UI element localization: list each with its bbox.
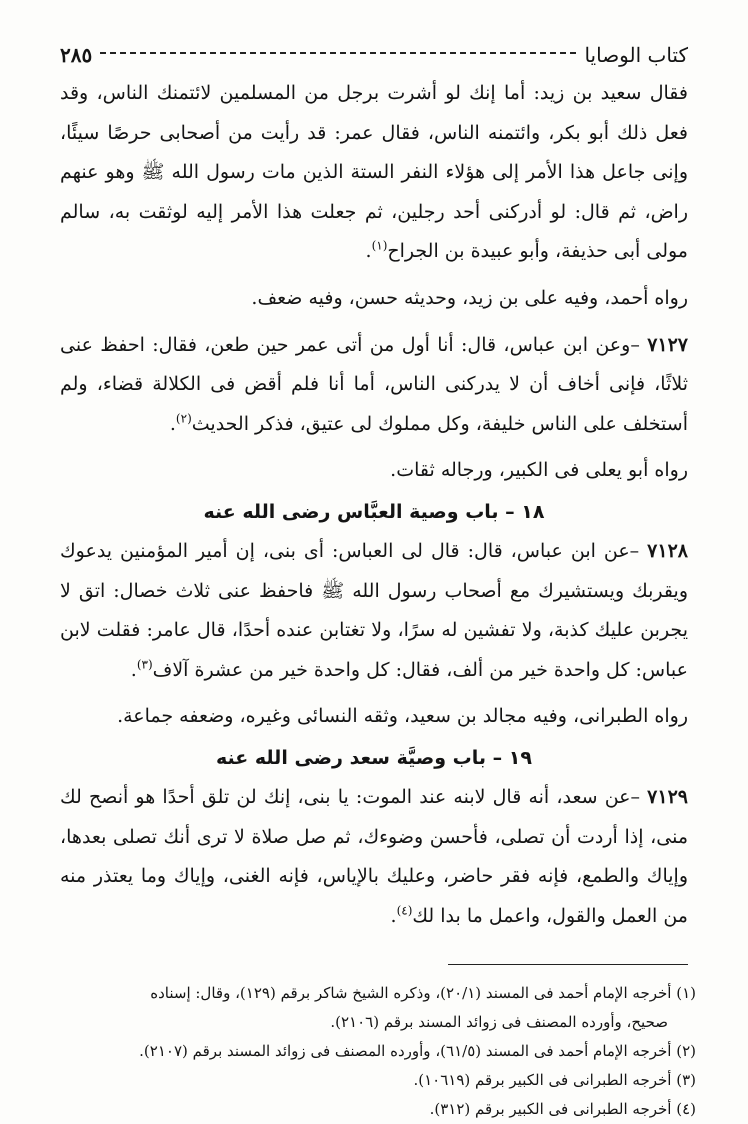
chapter-heading-19 xyxy=(60,738,688,778)
footnote-ref: (٣) xyxy=(136,657,153,672)
hadith-text: –عن ابن عباس، قال: قال لى العباس: أى بنى، إن أمير المؤمنين يدعوك ويقربك ويستشيرك مع أصحاب رسول الله ﷺ فاحفظ عنى ثلاث خصال: اتق لا يجربن عليك كذبة، ولا تفشين له سرًا، ولا تغتابن عنده أحدًا، قال عامر: فقلت لابن عباس: كل واحدة خير من ألف، فقال: كل واحدة خير من عشرة آلاف xyxy=(60,540,688,681)
chapter-number: ١٩ xyxy=(508,747,532,769)
page-number: ٢٨٥ xyxy=(60,43,93,67)
paragraph-text: فقال سعيد بن زيد: أما إنك لو أشرت برجل من المسلمين لائتمنك الناس، وقد فعل ذلك أبو بكر، وائتمنه الناس، فقال عمر: قد رأيت من أصحابى حرصًا سيئًا، وإنى جاعل هذا الأمر إلى هؤلاء النفر الستة الذين مات رسول الله ﷺ وهو عنهم راض، ثم قال: لو أدركنى أحد رجلين، ثم جعلت هذا الأمر إليه لوثقت به، سالم مولى أبى حذيفة، وأبو عبيدة بن الجراح xyxy=(60,82,688,262)
footnote-separator xyxy=(448,964,688,965)
footnote-ref: (١) xyxy=(371,238,388,253)
running-header xyxy=(60,38,688,72)
chapter-title: – باب وصية العبَّاس رضى الله عنه xyxy=(203,501,515,523)
header-dashed-rule xyxy=(100,52,576,54)
hadith-text: –وعن ابن عباس، قال: أنا أول من أتى عمر حين طعن، فقال: احفظ عنى ثلاثًا، فإنى أخاف أن لا يدركنى الناس، أما أنا فلم أقض فى الكلالة قضاء، ولم أستخلف على الناس خليفة، وكل مملوك لى عتيق، فذكر الحديث xyxy=(60,333,688,435)
footnote-2: (٢) أخرجه الإمام أحمد فى المسند (٦١/٥)، وأورده المصنف فى زوائد المسند برقم (٢١٠٧). xyxy=(139,1042,696,1060)
book-page xyxy=(60,38,696,1124)
footnote-text: (١) أخرجه الإمام أحمد فى المسند (٢٠/١)، وذكره الشيخ شاكر برقم (١٢٩)، وقال: إسناده xyxy=(150,984,696,1002)
hadith-number: ٧١٢٨ xyxy=(647,540,688,562)
footnote-3: (٣) أخرجه الطبرانى فى الكبير برقم (١٠٦١٩). xyxy=(413,1071,696,1089)
footnote-ref: (٤) xyxy=(396,903,413,918)
footnote-4: (٤) أخرجه الطبرانى فى الكبير برقم (٣١٢). xyxy=(429,1100,696,1118)
chapter-title: – باب وصيَّة سعد رضى الله عنه xyxy=(216,747,503,769)
hadith-7127: ٧١٢٧ –وعن ابن عباس، قال: أنا أول من أتى عمر حين طعن، فقال: احفظ عنى ثلاثًا، فإنى أخاف أن لا يدركنى الناس، أما أنا فلم أقض فى الكلالة قضاء، ولم أستخلف على الناس خليفة، وكل مملوك لى عتيق، فذكر الحديث$^{(٢)}$. xyxy=(60,333,689,435)
footnote-1 xyxy=(68,979,696,1037)
hadith-number: ٧١٢٩ xyxy=(647,786,688,808)
narration-note: رواه أحمد، وفيه على بن زيد، وحديثه حسن، وفيه ضعف. xyxy=(251,286,688,309)
footnotes xyxy=(68,979,696,1124)
paragraph-continuation: فقال سعيد بن زيد: أما إنك لو أشرت برجل من المسلمين لائتمنك الناس، وقد فعل ذلك أبو بكر، وائتمنه الناس، فقال عمر: قد رأيت من أصحابى حرصًا سيئًا، وإنى جاعل هذا الأمر إلى هؤلاء النفر الستة الذين مات رسول الله ﷺ وهو عنهم راض، ثم قال: لو أدركنى أحد رجلين، ثم جعلت هذا الأمر إليه لوثقت به، سالم مولى أبى حذيفة، وأبو عبيدة بن الجراح$^{(١)}$. xyxy=(60,82,688,262)
chapter-heading-18 xyxy=(60,492,688,532)
footnote-text-continued: صحيح، وأورده المصنف فى زوائد المسند برقم (٢١٠٦). xyxy=(330,1013,668,1031)
book-title: كتاب الوصايا xyxy=(584,43,688,67)
footnote-ref: (٢) xyxy=(175,411,192,426)
chapter-number: ١٨ xyxy=(521,501,545,523)
hadith-7128: ٧١٢٨ –عن ابن عباس، قال: قال لى العباس: أى بنى، إن أمير المؤمنين يدعوك ويقربك ويستشيرك مع أصحاب رسول الله ﷺ فاحفظ عنى ثلاث خصال: اتق لا يجربن عليك كذبة، ولا تفشين له سرًا، ولا تغتابن عنده أحدًا، قال عامر: فقلت لابن عباس: كل واحدة خير من ألف، فقال: كل واحدة خير من عشرة آلاف$^{(٣)}$. xyxy=(60,540,688,681)
narration-note: رواه الطبرانى، وفيه مجالد بن سعيد، وثقه النسائى وغيره، وضعفه جماعة. xyxy=(117,705,688,727)
hadith-number: ٧١٢٧ xyxy=(647,333,689,356)
hadith-7129: ٧١٢٩ –عن سعد، أنه قال لابنه عند الموت: يا بنى، إنك لن تلق أحدًا هو أنصح لك منى، إذا أردت أن تصلى، فأحسن وضوءك، ثم صل صلاة لا ترى أنك تصلى بعدها، وإياك والطمع، فإنه فقر حاضر، وعليك بالإياس، فإنه الغنى، وإياك وما يعتذر منه من العمل والقول، واعمل ما بدا لك$^{(٤)}$. xyxy=(60,786,688,927)
hadith-text: –عن سعد، أنه قال لابنه عند الموت: يا بنى، إنك لن تلق أحدًا هو أنصح لك منى، إذا أردت أن تصلى، فأحسن وضوءك، ثم صل صلاة لا ترى أنك تصلى بعدها، وإياك والطمع، فإنه فقر حاضر، وعليك بالإياس، فإنه الغنى، وإياك وما يعتذر منه من العمل والقول، واعمل ما بدا لك xyxy=(60,786,688,927)
narration-note: رواه أبو يعلى فى الكبير، ورجاله ثقات. xyxy=(390,459,688,481)
